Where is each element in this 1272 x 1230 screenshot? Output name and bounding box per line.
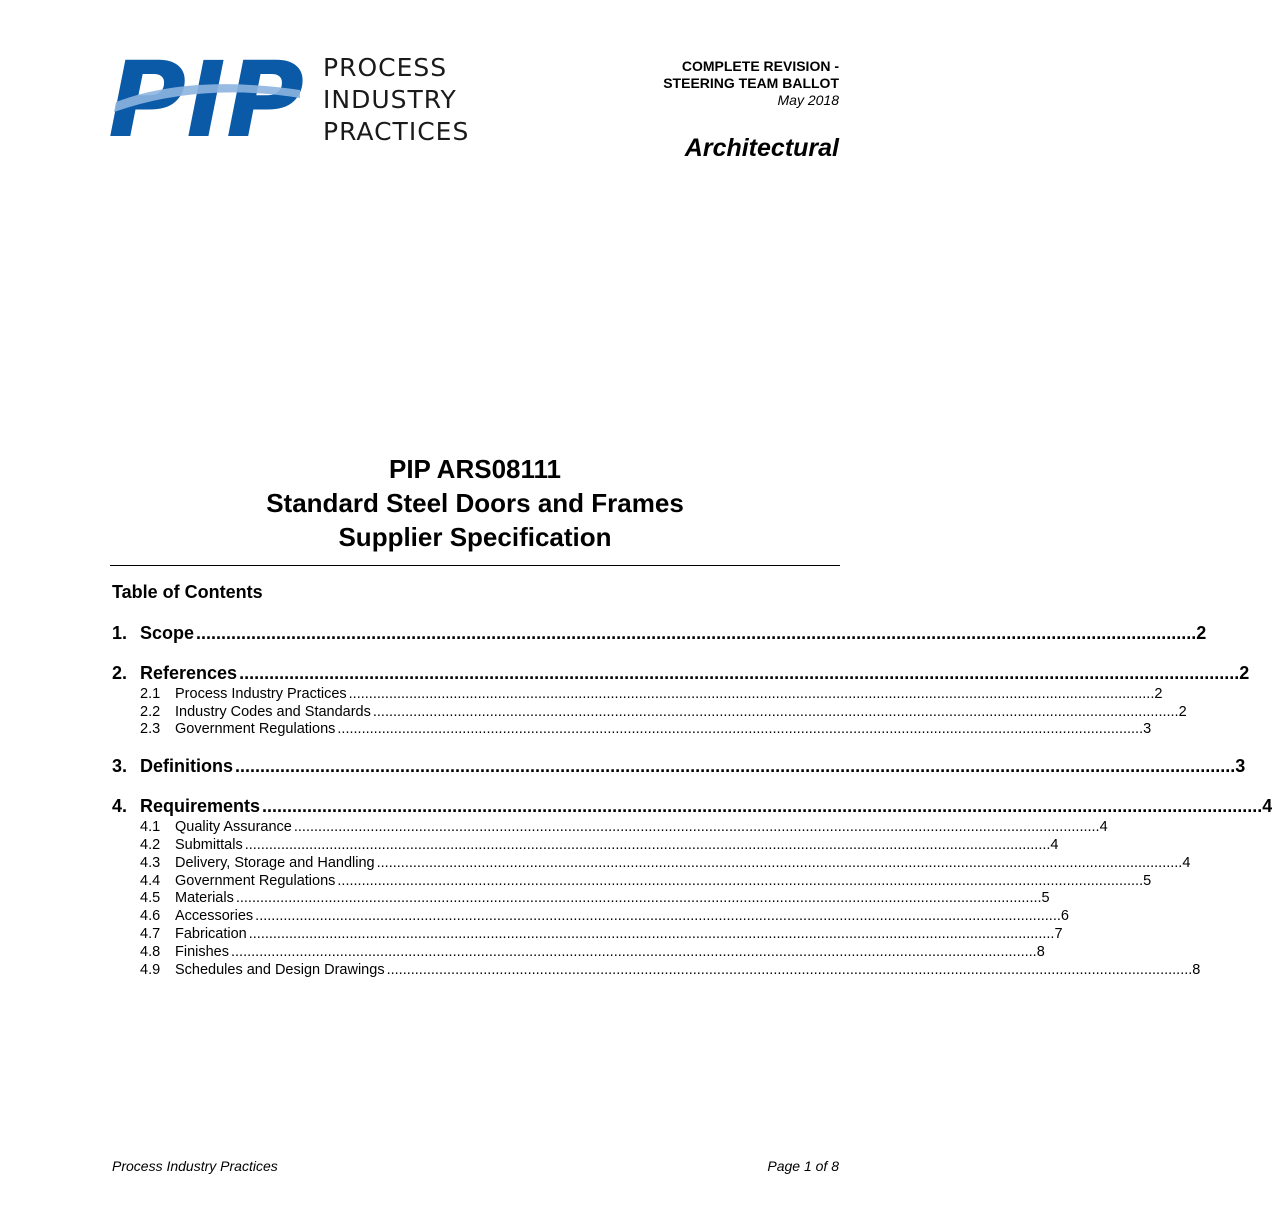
toc-leader-dots: ........................................................................................................................................................................................................ [255, 908, 1061, 925]
toc-section [112, 751, 1246, 777]
pip-logo-mark [108, 39, 310, 161]
toc-subentry-number: 4.4 [140, 872, 161, 889]
toc-entry[interactable] [112, 658, 1250, 684]
toc-entry-number: 2. [112, 663, 128, 683]
toc-leader-dots: ........................................................................................................................................................................................................ [196, 623, 1197, 643]
toc-section [112, 658, 1250, 738]
toc-leader-dots: ........................................................................................................................................................................................................ [235, 756, 1236, 777]
toc-subentry[interactable] [112, 871, 1152, 889]
toc-subentry-label: Finishes [175, 943, 229, 960]
toc-subentry-number: 4.3 [140, 854, 161, 871]
toc-entry[interactable] [112, 791, 1272, 817]
footer-left: Process Industry Practices [112, 1158, 278, 1174]
toc-subentry-page: 2 [1178, 703, 1187, 720]
toc-entry-number: 3. [112, 756, 128, 777]
toc-entry-number: 4. [112, 796, 128, 817]
toc-entry-label: Requirements [140, 796, 261, 817]
toc-leader-dots: ........................................................................................................................................................................................................ [337, 721, 1144, 738]
toc-subentry[interactable] [112, 960, 1201, 978]
toc-leader-dots: ........................................................................................................................................................................................................ [244, 836, 1051, 853]
revision-block [663, 58, 839, 109]
toc-entry-page: 3 [1235, 756, 1246, 777]
toc-entry-label: References [140, 663, 238, 683]
toc-subentry-number: 4.2 [140, 836, 161, 853]
toc-leader-dots: ........................................................................................................................................................................................................ [231, 943, 1037, 960]
toc-leader-dots: ........................................................................................................................................................................................................ [337, 872, 1144, 889]
toc-subentry-label: Materials [175, 890, 234, 907]
toc-subentry[interactable] [112, 835, 1059, 853]
logo-line-2: INDUSTRY [323, 85, 457, 114]
toc-subentry-label: Schedules and Design Drawings [175, 961, 385, 978]
toc-subentry[interactable] [112, 702, 1187, 720]
table-of-contents [112, 618, 1272, 992]
toc-subentry[interactable] [112, 720, 1152, 738]
toc-subentry-label: Process Industry Practices [175, 685, 347, 702]
toc-subentry-label: Quality Assurance [175, 819, 292, 836]
horizontal-rule [110, 565, 840, 566]
toc-subentry-number: 4.5 [140, 890, 161, 907]
toc-entry-page: 2 [1239, 663, 1250, 683]
toc-entry-page: 4 [1262, 796, 1272, 817]
logo-line-3: PRACTICES [323, 117, 470, 146]
toc-subentry-number: 4.1 [140, 819, 161, 836]
toc-subentry-page: 4 [1050, 836, 1059, 853]
toc-subentry-page: 4 [1099, 819, 1108, 836]
toc-subentry-number: 4.8 [140, 943, 161, 960]
toc-subentry[interactable] [112, 924, 1063, 942]
toc-subentry[interactable] [112, 889, 1050, 907]
toc-subentry-number: 2.1 [140, 685, 161, 702]
toc-leader-dots: ........................................................................................................................................................................................................ [372, 703, 1179, 720]
toc-subentry-page: 8 [1036, 943, 1045, 960]
toc-entry-page: 2 [1196, 623, 1207, 643]
toc-leader-dots: ........................................................................................................................................................................................................ [348, 685, 1155, 702]
toc-subentry[interactable] [112, 906, 1069, 925]
toc-leader-dots: ........................................................................................................................................................................................................ [239, 663, 1240, 683]
toc-entry[interactable] [112, 751, 1246, 777]
toc-subentry-label: Delivery, Storage and Handling [175, 854, 375, 871]
toc-leader-dots: ........................................................................................................................................................................................................ [248, 925, 1055, 942]
document-title [0, 452, 950, 554]
toc-subentry-label: Submittals [175, 836, 243, 853]
revision-date: May 2018 [777, 92, 839, 108]
toc-subentry[interactable] [112, 817, 1108, 836]
toc-subentry-number: 4.6 [140, 908, 161, 925]
footer-page-number: Page 1 of 8 [767, 1158, 839, 1174]
toc-leader-dots: ........................................................................................................................................................................................................ [262, 796, 1263, 817]
toc-entry[interactable] [112, 618, 1207, 644]
toc-subentry-page: 8 [1192, 961, 1201, 978]
toc-subentry-page: 3 [1143, 721, 1152, 738]
toc-subentry-label: Accessories [175, 908, 254, 925]
toc-heading: Table of Contents [112, 582, 263, 602]
toc-leader-dots: ........................................................................................................................................................................................................ [386, 961, 1193, 978]
toc-subentry-page: 7 [1054, 925, 1063, 942]
toc-subentry[interactable] [112, 853, 1191, 871]
toc-subentry-label: Government Regulations [175, 872, 336, 889]
logo-wordmark [323, 52, 469, 148]
toc-subentry-page: 2 [1154, 685, 1163, 702]
logo-mark-text: PIP [108, 39, 304, 161]
toc-leader-dots: ........................................................................................................................................................................................................ [376, 854, 1183, 871]
toc-subentry[interactable] [112, 942, 1045, 960]
toc-subentry-page: 4 [1182, 854, 1191, 871]
toc-subentry-label: Industry Codes and Standards [175, 703, 371, 720]
toc-entry-number: 1. [112, 623, 128, 643]
toc-subentry-page: 5 [1041, 890, 1050, 907]
logo-line-1: PROCESS [323, 53, 448, 82]
toc-subentry-number: 2.2 [140, 703, 161, 720]
toc-subentry-label: Government Regulations [175, 721, 336, 738]
toc-entry-label: Scope [140, 623, 195, 643]
title-line-3: Supplier Specification [338, 522, 612, 552]
title-line-2: Standard Steel Doors and Frames [266, 488, 684, 518]
toc-subentry-number: 2.3 [140, 721, 161, 738]
toc-section [112, 618, 1207, 644]
toc-leader-dots: ........................................................................................................................................................................................................ [293, 819, 1100, 836]
toc-section [112, 791, 1272, 978]
pip-logo [108, 39, 480, 161]
title-line-1: PIP ARS08111 [388, 454, 562, 484]
toc-subentry-label: Fabrication [175, 925, 247, 942]
toc-subentry[interactable] [112, 684, 1163, 702]
category-label: Architectural [684, 134, 839, 162]
toc-subentry-page: 5 [1143, 872, 1152, 889]
toc-leader-dots: ........................................................................................................................................................................................................ [235, 890, 1042, 907]
revision-status: COMPLETE REVISION - [681, 58, 839, 74]
ballot-status: STEERING TEAM BALLOT [663, 75, 839, 91]
toc-subentry-page: 6 [1060, 908, 1069, 925]
toc-subentry-number: 4.7 [140, 925, 161, 942]
toc-entry-label: Definitions [140, 756, 233, 777]
toc-subentry-number: 4.9 [140, 961, 161, 978]
